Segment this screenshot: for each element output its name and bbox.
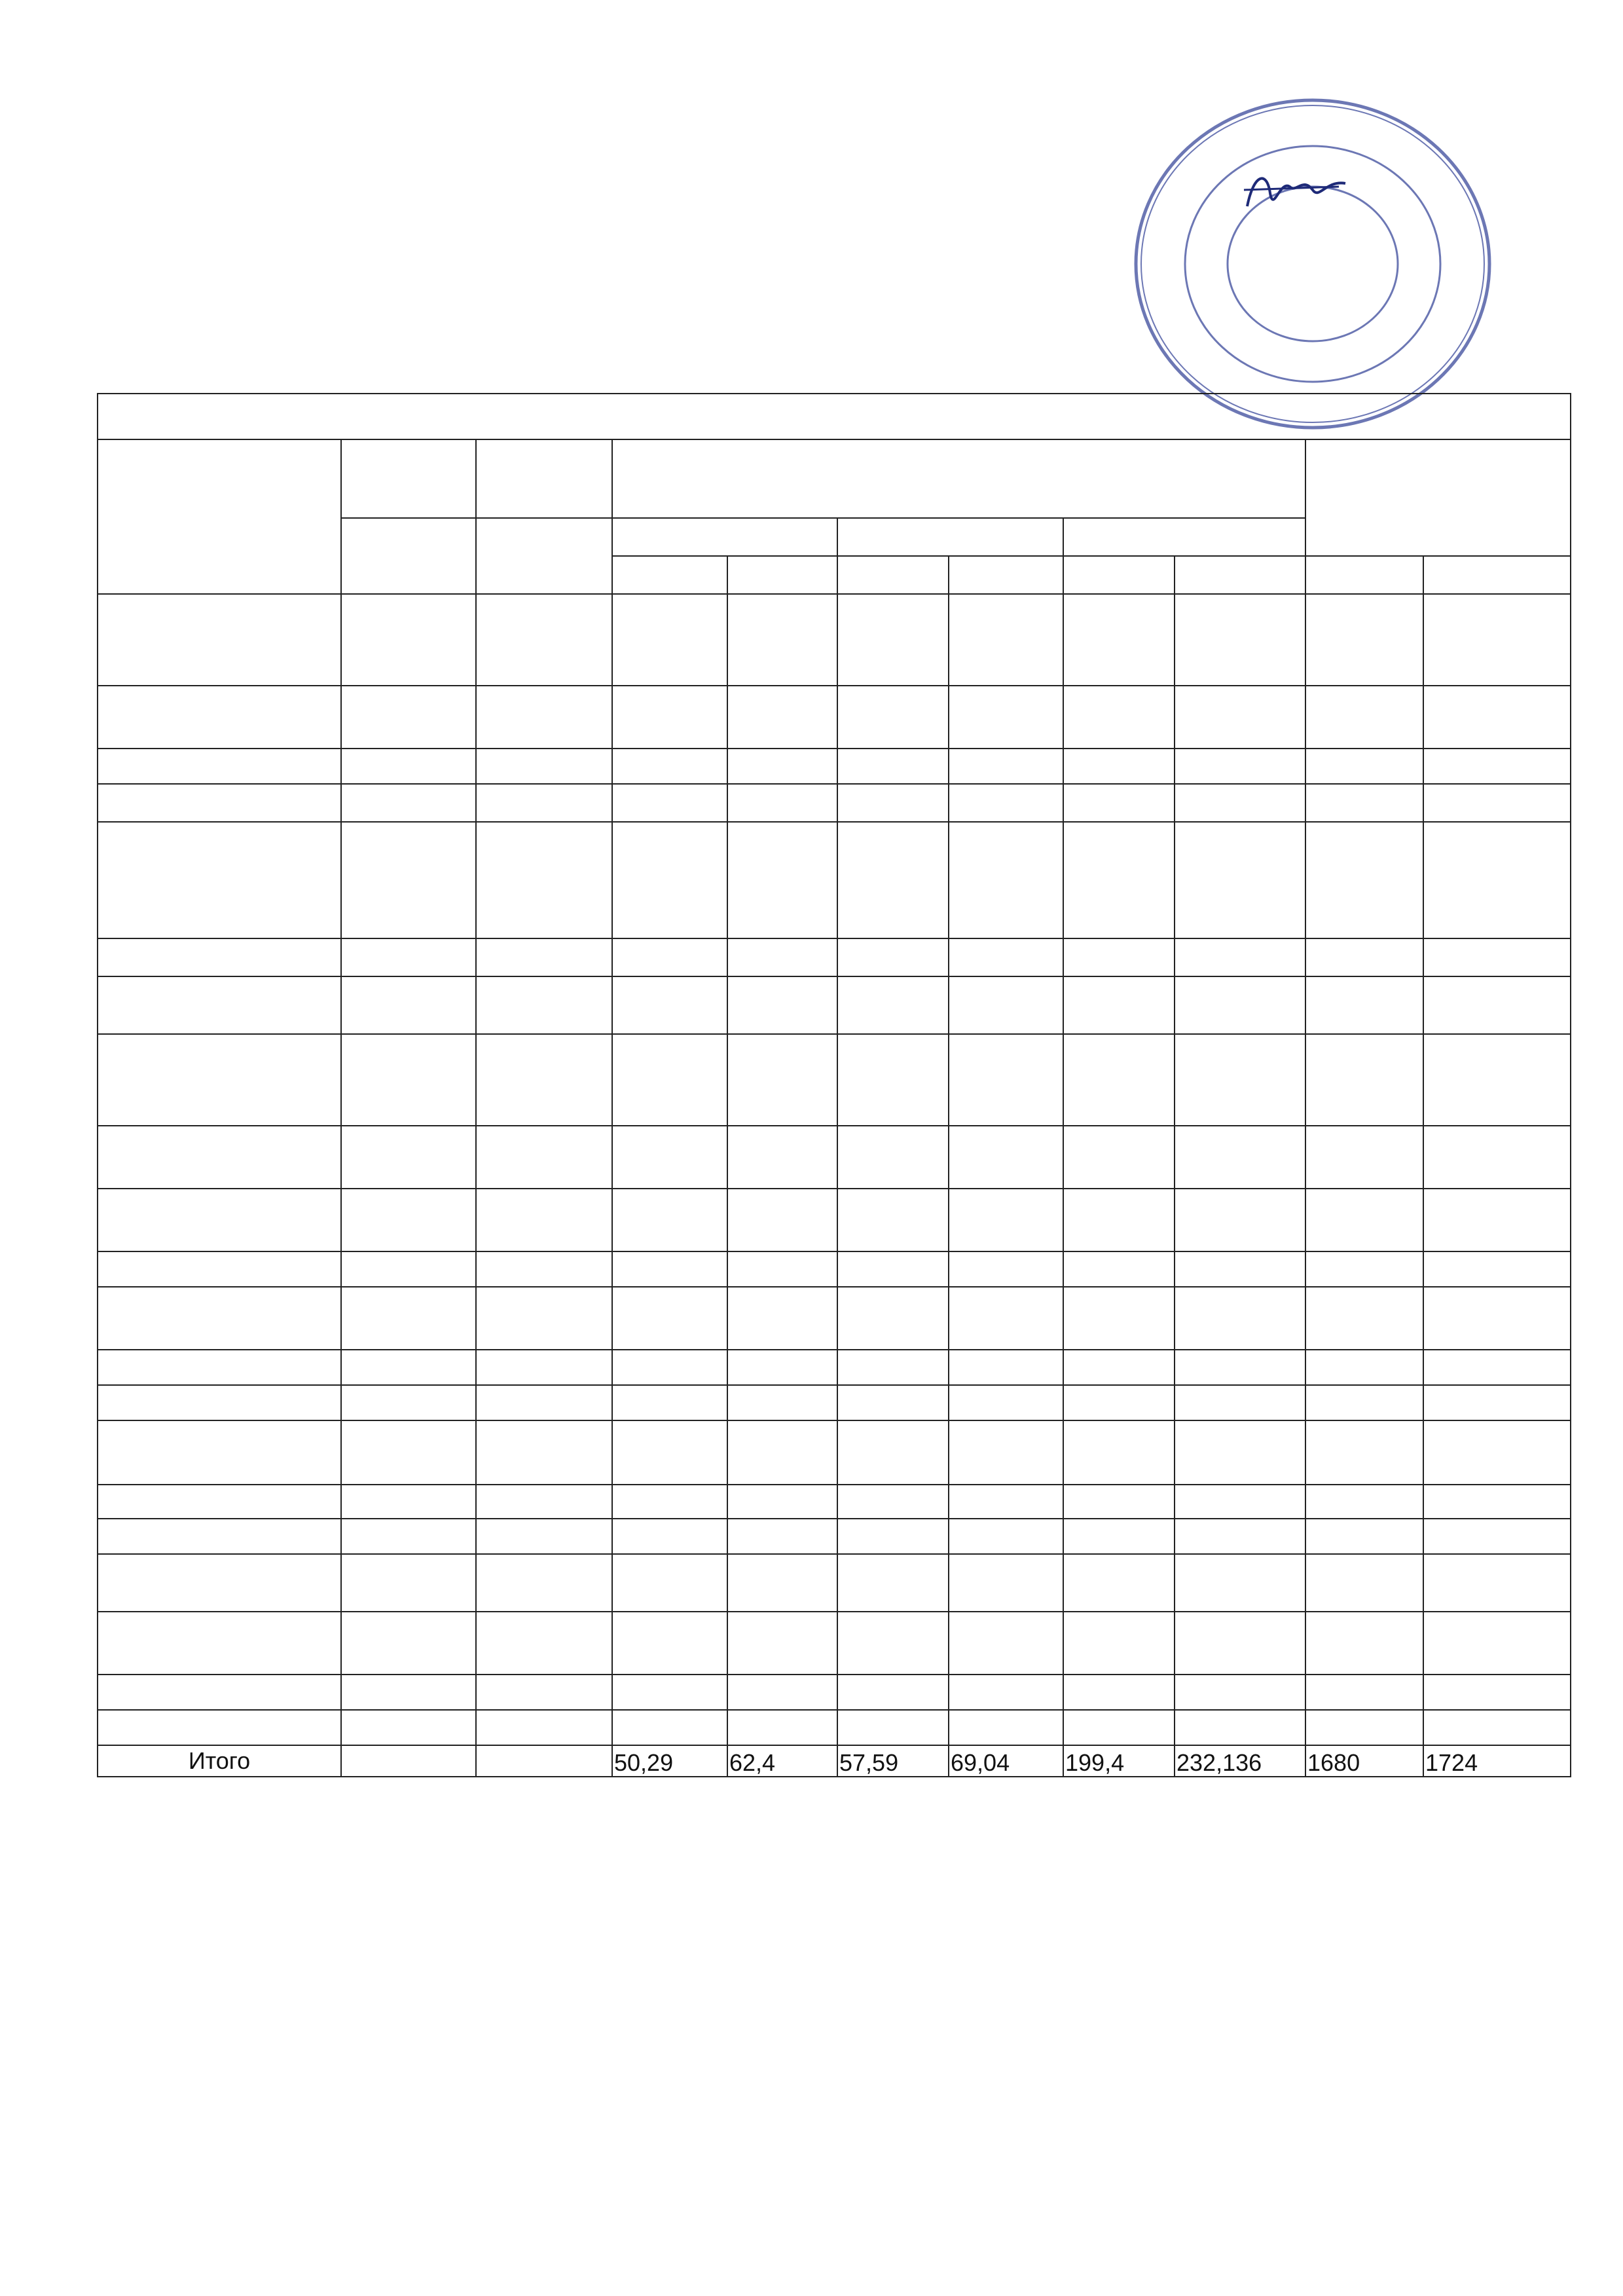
dish-name	[98, 594, 341, 686]
value-cell	[727, 594, 837, 686]
total-row	[98, 1745, 1571, 1777]
value-cell	[476, 938, 612, 976]
spacer-row	[98, 1519, 1571, 1554]
total-value-cell: 57,59	[837, 1745, 949, 1777]
empty-cell	[1063, 1420, 1175, 1485]
value-cell	[949, 1710, 1063, 1745]
spacer-row	[98, 1350, 1571, 1385]
meal-dinner	[98, 1554, 1571, 1612]
empty-cell	[612, 1554, 727, 1612]
value-cell	[341, 1189, 476, 1251]
empty-cell	[341, 1519, 476, 1554]
empty-cell	[1423, 1554, 1571, 1612]
value-cell	[1175, 749, 1305, 784]
total-value-cell: 232,136	[1175, 1745, 1305, 1777]
empty-cell	[476, 976, 612, 1034]
empty-cell	[1423, 1385, 1571, 1420]
value-cell	[1175, 1675, 1305, 1710]
value-cell	[341, 1126, 476, 1189]
value-cell	[476, 749, 612, 784]
dish-name	[98, 1251, 341, 1287]
spacer-row	[98, 1385, 1571, 1420]
value-cell	[1305, 1287, 1423, 1350]
empty-cell	[612, 1519, 727, 1554]
value-cell	[1305, 1251, 1423, 1287]
empty-cell	[1423, 784, 1571, 822]
carbs-sad-header	[1175, 556, 1305, 594]
value-cell	[476, 686, 612, 749]
value-cell	[837, 1189, 949, 1251]
empty-cell	[727, 1350, 837, 1385]
value-cell	[949, 1251, 1063, 1287]
empty-cell	[1063, 822, 1175, 938]
dish-row	[98, 1034, 1571, 1126]
total-value-cell: 62,4	[727, 1745, 837, 1777]
value-cell	[1063, 686, 1175, 749]
value-cell	[476, 1675, 612, 1710]
energy-sad-header	[1423, 556, 1571, 594]
value-cell	[1175, 1034, 1305, 1126]
value-cell	[949, 1034, 1063, 1126]
dish-row	[98, 1710, 1571, 1745]
value-cell	[837, 749, 949, 784]
value-cell	[837, 1251, 949, 1287]
value-cell	[612, 938, 727, 976]
empty-cell	[1175, 1554, 1305, 1612]
empty-cell	[612, 1385, 727, 1420]
empty-cell	[949, 976, 1063, 1034]
value-cell	[949, 1287, 1063, 1350]
value-cell	[727, 749, 837, 784]
value-cell	[341, 1710, 476, 1745]
value-cell	[1175, 1612, 1305, 1675]
empty-cell	[1063, 1519, 1175, 1554]
value-cell	[1175, 594, 1305, 686]
value-cell	[837, 1612, 949, 1675]
value-cell	[1175, 938, 1305, 976]
value-cell	[949, 1126, 1063, 1189]
empty-cell	[1175, 784, 1305, 822]
value-cell	[341, 1251, 476, 1287]
dish-name	[98, 1287, 341, 1350]
value-cell	[727, 1251, 837, 1287]
value-cell	[1423, 938, 1571, 976]
fat-sad-header	[949, 556, 1063, 594]
energy-header	[1305, 439, 1571, 556]
value-cell	[1063, 1126, 1175, 1189]
empty-cell	[341, 822, 476, 938]
value-cell	[1305, 1710, 1423, 1745]
value-cell	[341, 1675, 476, 1710]
value-cell	[1423, 1675, 1571, 1710]
value-cell	[837, 938, 949, 976]
empty-cell	[949, 1519, 1063, 1554]
carbs-yasli-header	[1063, 556, 1175, 594]
empty-cell	[476, 1554, 612, 1612]
empty-cell	[341, 1554, 476, 1612]
empty-cell	[1423, 1420, 1571, 1485]
dish-row	[98, 1675, 1571, 1710]
total-value-cell	[476, 1745, 612, 1777]
empty-cell	[949, 1420, 1063, 1485]
empty-cell	[476, 1385, 612, 1420]
value-cell	[1175, 686, 1305, 749]
value-cell	[341, 1485, 476, 1519]
dish-name	[98, 1675, 341, 1710]
value-cell	[1175, 1710, 1305, 1745]
value-cell	[837, 1287, 949, 1350]
meal-breakfast-2	[98, 822, 1571, 938]
meal-snack	[98, 1420, 1571, 1485]
value-cell	[612, 1189, 727, 1251]
value-cell	[1063, 1710, 1175, 1745]
value-cell	[1063, 938, 1175, 976]
value-cell	[1305, 749, 1423, 784]
value-cell	[1423, 1485, 1571, 1519]
value-cell	[612, 594, 727, 686]
value-cell	[1063, 1034, 1175, 1126]
empty-cell	[476, 784, 612, 822]
value-cell	[1063, 594, 1175, 686]
value-cell	[837, 1485, 949, 1519]
value-cell	[1423, 1251, 1571, 1287]
empty-cell	[1305, 1554, 1423, 1612]
fat-yasli-header	[837, 556, 949, 594]
meal-snack-heading	[98, 1420, 341, 1485]
value-cell	[1305, 1675, 1423, 1710]
empty-cell	[1305, 1350, 1423, 1385]
value-cell	[1423, 749, 1571, 784]
value-cell	[949, 1675, 1063, 1710]
value-cell	[1063, 1251, 1175, 1287]
value-cell	[1423, 1710, 1571, 1745]
dish-name	[98, 1710, 341, 1745]
menu-body	[98, 594, 1571, 1777]
total-value-cell: 69,04	[949, 1745, 1063, 1777]
dish-row	[98, 1485, 1571, 1519]
empty-cell	[949, 1554, 1063, 1612]
empty-cell	[837, 1554, 949, 1612]
empty-cell	[476, 1420, 612, 1485]
value-cell	[341, 686, 476, 749]
empty-cell	[612, 976, 727, 1034]
empty-cell	[98, 1519, 341, 1554]
value-cell	[1305, 1485, 1423, 1519]
value-cell	[949, 938, 1063, 976]
empty-cell	[612, 784, 727, 822]
dish-name	[98, 1189, 341, 1251]
value-cell	[1175, 1251, 1305, 1287]
empty-cell	[1063, 1385, 1175, 1420]
value-cell	[837, 1675, 949, 1710]
empty-cell	[1305, 976, 1423, 1034]
value-cell	[727, 1612, 837, 1675]
value-cell	[612, 1612, 727, 1675]
empty-cell	[837, 1420, 949, 1485]
value-cell	[949, 686, 1063, 749]
empty-cell	[98, 784, 341, 822]
empty-cell	[612, 822, 727, 938]
mass-header-1	[341, 439, 476, 518]
value-cell	[1423, 1612, 1571, 1675]
value-cell	[1305, 686, 1423, 749]
empty-cell	[1175, 1519, 1305, 1554]
empty-cell	[476, 1350, 612, 1385]
empty-cell	[1175, 1385, 1305, 1420]
dish-name	[98, 686, 341, 749]
value-cell	[949, 1189, 1063, 1251]
meal-breakfast-1-heading	[98, 439, 341, 594]
dish-row	[98, 1287, 1571, 1350]
dish-row	[98, 1612, 1571, 1675]
empty-cell	[949, 1350, 1063, 1385]
empty-cell	[949, 1385, 1063, 1420]
value-cell	[612, 1034, 727, 1126]
value-cell	[1175, 1485, 1305, 1519]
value-cell	[837, 1710, 949, 1745]
value-cell	[1063, 1287, 1175, 1350]
value-cell	[837, 1126, 949, 1189]
value-cell	[1305, 1189, 1423, 1251]
value-cell	[949, 1485, 1063, 1519]
value-cell	[1063, 1189, 1175, 1251]
value-cell	[612, 1251, 727, 1287]
value-cell	[1423, 1126, 1571, 1189]
value-cell	[727, 1675, 837, 1710]
dish-row	[98, 749, 1571, 784]
value-cell	[341, 1612, 476, 1675]
nutrients-header	[612, 439, 1305, 518]
empty-cell	[837, 784, 949, 822]
empty-cell	[837, 1350, 949, 1385]
empty-cell	[727, 1519, 837, 1554]
mass-header-2	[476, 439, 612, 518]
value-cell	[1423, 594, 1571, 686]
meal-dinner-heading	[98, 1554, 341, 1612]
empty-cell	[1423, 1519, 1571, 1554]
dish-row	[98, 1251, 1571, 1287]
empty-cell	[837, 1385, 949, 1420]
value-cell	[727, 938, 837, 976]
value-cell	[727, 1287, 837, 1350]
value-cell	[1423, 1034, 1571, 1126]
empty-cell	[1063, 976, 1175, 1034]
empty-cell	[837, 822, 949, 938]
handwritten-signature	[1241, 167, 1352, 219]
value-cell	[837, 1034, 949, 1126]
value-cell	[1305, 938, 1423, 976]
empty-cell	[949, 822, 1063, 938]
dish-row	[98, 594, 1571, 686]
empty-cell	[1423, 976, 1571, 1034]
empty-cell	[727, 1420, 837, 1485]
value-cell	[1175, 1189, 1305, 1251]
empty-cell	[1063, 1350, 1175, 1385]
value-cell	[476, 1612, 612, 1675]
dish-name	[98, 749, 341, 784]
dish-row	[98, 1189, 1571, 1251]
empty-cell	[1175, 822, 1305, 938]
value-cell	[612, 1710, 727, 1745]
dish-name	[98, 1612, 341, 1675]
value-cell	[1423, 1287, 1571, 1350]
value-cell	[476, 594, 612, 686]
protein-yasli-header	[612, 556, 727, 594]
value-cell	[727, 1034, 837, 1126]
empty-cell	[1175, 976, 1305, 1034]
value-cell	[727, 1126, 837, 1189]
dish-row	[98, 938, 1571, 976]
empty-cell	[1175, 1350, 1305, 1385]
empty-cell	[98, 1350, 341, 1385]
value-cell	[612, 1126, 727, 1189]
value-cell	[341, 938, 476, 976]
value-cell	[476, 1287, 612, 1350]
value-cell	[341, 749, 476, 784]
value-cell	[1305, 1612, 1423, 1675]
empty-cell	[1305, 784, 1423, 822]
value-cell	[1063, 1485, 1175, 1519]
value-cell	[727, 686, 837, 749]
value-cell	[612, 1287, 727, 1350]
empty-cell	[1305, 822, 1423, 938]
empty-cell	[727, 784, 837, 822]
total-label: Итого	[98, 1745, 341, 1777]
empty-cell	[1423, 822, 1571, 938]
dish-row	[98, 1126, 1571, 1189]
value-cell	[949, 749, 1063, 784]
value-cell	[476, 1251, 612, 1287]
empty-cell	[1305, 1420, 1423, 1485]
energy-yasli-header	[1305, 556, 1423, 594]
empty-cell	[341, 976, 476, 1034]
value-cell	[837, 594, 949, 686]
value-cell	[1423, 1189, 1571, 1251]
total-value-cell: 50,29	[612, 1745, 727, 1777]
empty-cell	[98, 1385, 341, 1420]
value-cell	[949, 1612, 1063, 1675]
menu-table	[97, 393, 1571, 1777]
empty-cell	[476, 822, 612, 938]
empty-cell	[837, 1519, 949, 1554]
value-cell	[476, 1189, 612, 1251]
value-cell	[727, 1710, 837, 1745]
meal-lunch-heading	[98, 976, 341, 1034]
empty-cell	[1063, 784, 1175, 822]
value-cell	[476, 1034, 612, 1126]
value-cell	[837, 686, 949, 749]
value-cell	[476, 1126, 612, 1189]
value-cell	[612, 686, 727, 749]
empty-cell	[727, 822, 837, 938]
empty-cell	[727, 976, 837, 1034]
total-value-cell: 1680	[1305, 1745, 1423, 1777]
empty-cell	[1305, 1385, 1423, 1420]
empty-cell	[612, 1350, 727, 1385]
empty-cell	[341, 1385, 476, 1420]
protein-header	[612, 518, 837, 556]
total-value-cell	[341, 1745, 476, 1777]
empty-cell	[837, 976, 949, 1034]
empty-cell	[1175, 1420, 1305, 1485]
value-cell	[1063, 749, 1175, 784]
empty-cell	[1305, 1519, 1423, 1554]
fat-header	[837, 518, 1063, 556]
spacer-row	[98, 784, 1571, 822]
meal-lunch	[98, 976, 1571, 1034]
empty-cell	[727, 1385, 837, 1420]
dish-row	[98, 686, 1571, 749]
mass-yasli-header	[341, 518, 476, 594]
total-value-cell: 199,4	[1063, 1745, 1175, 1777]
value-cell	[1175, 1287, 1305, 1350]
value-cell	[612, 1485, 727, 1519]
value-cell	[949, 594, 1063, 686]
mass-sad-header	[476, 518, 612, 594]
value-cell	[1063, 1612, 1175, 1675]
empty-cell	[341, 1350, 476, 1385]
official-seal	[1123, 97, 1503, 431]
empty-cell	[341, 1420, 476, 1485]
value-cell	[612, 1675, 727, 1710]
value-cell	[476, 1485, 612, 1519]
value-cell	[1305, 1034, 1423, 1126]
value-cell	[727, 1485, 837, 1519]
meal-breakfast-2-heading	[98, 822, 341, 938]
value-cell	[476, 1710, 612, 1745]
protein-sad-header	[727, 556, 837, 594]
dish-name	[98, 1485, 341, 1519]
total-value-cell: 1724	[1423, 1745, 1571, 1777]
empty-cell	[1063, 1554, 1175, 1612]
value-cell	[727, 1189, 837, 1251]
dish-name	[98, 1034, 341, 1126]
value-cell	[1063, 1675, 1175, 1710]
empty-cell	[1423, 1350, 1571, 1385]
empty-cell	[476, 1519, 612, 1554]
value-cell	[1305, 1126, 1423, 1189]
value-cell	[1305, 594, 1423, 686]
value-cell	[1423, 686, 1571, 749]
empty-cell	[341, 784, 476, 822]
empty-cell	[727, 1554, 837, 1612]
value-cell	[341, 594, 476, 686]
value-cell	[612, 749, 727, 784]
carbs-header	[1063, 518, 1305, 556]
value-cell	[341, 1287, 476, 1350]
empty-cell	[612, 1420, 727, 1485]
value-cell	[1175, 1126, 1305, 1189]
value-cell	[341, 1034, 476, 1126]
empty-cell	[949, 784, 1063, 822]
dish-name	[98, 938, 341, 976]
dish-name	[98, 1126, 341, 1189]
menu-title	[98, 394, 1571, 439]
